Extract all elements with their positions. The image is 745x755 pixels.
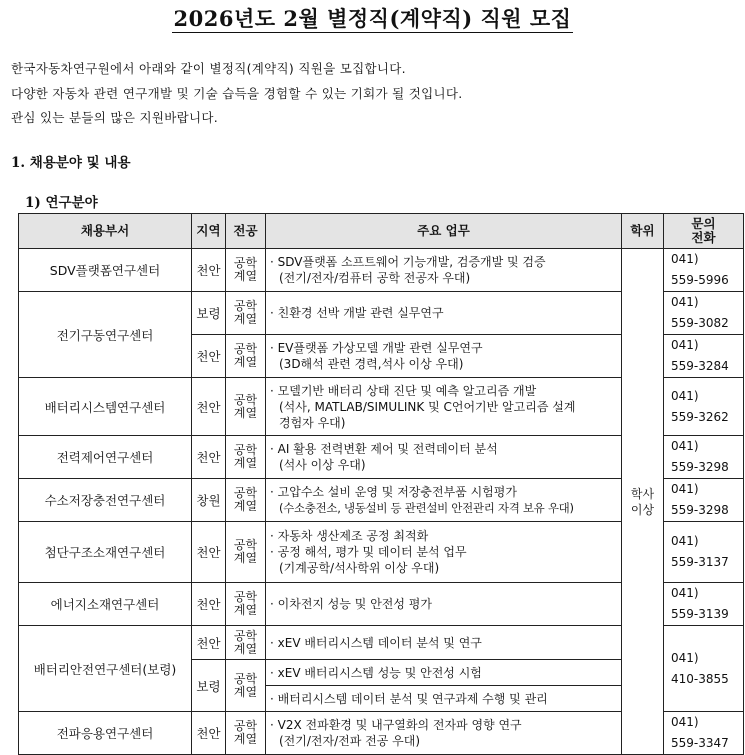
intro-line: 한국자동차연구원에서 아래와 같이 별정직(계약직) 직원을 모집합니다. — [11, 61, 406, 76]
intro-line: 관심 있는 분들의 많은 지원바랍니다. — [11, 110, 218, 125]
header-degree: 학위 — [622, 214, 664, 249]
major-cell: 공학 계열 — [226, 335, 266, 378]
table-row — [19, 249, 744, 292]
dept-cell: 배터리안전연구센터(보령) — [19, 626, 192, 712]
header-contact: 문의 전화 — [664, 214, 744, 249]
region-cell: 보령 — [192, 292, 226, 335]
header-major: 전공 — [226, 214, 266, 249]
region-cell: 천안 — [192, 378, 226, 436]
phone-cell: 041) 559-3082 — [664, 292, 744, 335]
region-cell: 천안 — [192, 626, 226, 660]
duty-cell: · 이차전지 성능 및 안전성 평가 — [266, 583, 622, 626]
major-cell: 공학 계열 — [226, 436, 266, 479]
duty-cell: · V2X 전파환경 및 내구열화의 전자파 영향 연구 (전기/전자/전파 전공 우대) — [266, 712, 622, 755]
subsection-heading: 1) 연구분야 — [25, 195, 98, 211]
intro-line: 다양한 자동차 관련 연구개발 및 기술 습득을 경험할 수 있는 기회가 될 것입니다. — [11, 85, 463, 101]
duty-cell: · EV플랫폼 가상모델 개발 관련 실무연구 (3D해석 관련 경력,석사 이상 우대) — [266, 335, 622, 378]
region-cell: 창원 — [192, 479, 226, 522]
dept-cell: 전기구동연구센터 — [19, 292, 192, 378]
major-cell: 공학 계열 — [226, 292, 266, 335]
region-cell: 천안 — [192, 436, 226, 479]
dept-cell: SDV플랫폼연구센터 — [19, 249, 192, 292]
dept-cell: 전파응용연구센터 — [19, 712, 192, 755]
dept-cell: 수소저장충전연구센터 — [19, 479, 192, 522]
phone-cell: 041) 559-3298 — [664, 436, 744, 479]
intro-text — [11, 57, 463, 131]
region-cell: 천안 — [192, 249, 226, 292]
header-dept: 채용부서 — [19, 214, 192, 249]
page-title: 2026년도 2월 별정직(계약직) 직원 모집 — [173, 6, 572, 31]
section-heading: 1. 채용분야 및 내용 — [11, 155, 131, 171]
duty-cell: · 고압수소 설비 운영 및 저장충전부품 시험평가 (수소충전소, 냉동설비 등 관련설비 안전관리 자격 보유 우대) — [266, 479, 622, 522]
recruitment-table — [18, 213, 744, 755]
major-cell: 공학 계열 — [226, 249, 266, 292]
major-cell: 공학 계열 — [226, 522, 266, 583]
dept-cell: 첨단구조소재연구센터 — [19, 522, 192, 583]
duty-cell: · xEV 배터리시스템 데이터 분석 및 연구 — [266, 626, 622, 660]
major-cell: 공학 계열 — [226, 479, 266, 522]
phone-cell: 041) 559-3139 — [664, 583, 744, 626]
dept-cell: 배터리시스템연구센터 — [19, 378, 192, 436]
major-cell: 공학 계열 — [226, 378, 266, 436]
region-cell: 천안 — [192, 335, 226, 378]
dept-cell: 전력제어연구센터 — [19, 436, 192, 479]
phone-cell: 041) 559-3298 — [664, 479, 744, 522]
major-cell: 공학 계열 — [226, 660, 266, 712]
duty-cell: · xEV 배터리시스템 성능 및 안전성 시험 — [266, 660, 622, 686]
phone-cell: 041) 559-3284 — [664, 335, 744, 378]
phone-cell: 041) 559-3347 — [664, 712, 744, 755]
header-duty: 주요 업무 — [266, 214, 622, 249]
dept-cell: 에너지소재연구센터 — [19, 583, 192, 626]
header-region: 지역 — [192, 214, 226, 249]
table-header-row — [19, 214, 744, 249]
region-cell: 천안 — [192, 583, 226, 626]
duty-cell: · 모델기반 배터리 상태 진단 및 예측 알고리즘 개발 (석사, MATLAB/SIMULINK 및 C언어기반 알고리즘 설계 경험자 우대) — [266, 378, 622, 436]
phone-cell: 041) 559-3262 — [664, 378, 744, 436]
phone-cell: 041) 410-3855 — [664, 626, 744, 712]
region-cell: 천안 — [192, 522, 226, 583]
duty-cell: · 자동차 생산제조 공정 최적화 · 공정 해석, 평가 및 데이터 분석 업무 (기계공학/석사학위 이상 우대) — [266, 522, 622, 583]
major-cell: 공학 계열 — [226, 626, 266, 660]
duty-cell: · SDV플랫폼 소프트웨어 기능개발, 검증개발 및 검증 (전기/전자/컴퓨터 공학 전공자 우대) — [266, 249, 622, 292]
duty-cell: · 배터리시스템 데이터 분석 및 연구과제 수행 및 관리 — [266, 686, 622, 712]
major-cell: 공학 계열 — [226, 712, 266, 755]
phone-cell: 041) 559-3137 — [664, 522, 744, 583]
region-cell: 천안 — [192, 712, 226, 755]
region-cell: 보령 — [192, 660, 226, 712]
duty-cell: · 친환경 선박 개발 관련 실무연구 — [266, 292, 622, 335]
phone-cell: 041) 559-5996 — [664, 249, 744, 292]
duty-cell: · AI 활용 전력변환 제어 및 전력데이터 분석 (석사 이상 우대) — [266, 436, 622, 479]
major-cell: 공학 계열 — [226, 583, 266, 626]
degree-cell: 학사 이상 — [622, 249, 664, 755]
